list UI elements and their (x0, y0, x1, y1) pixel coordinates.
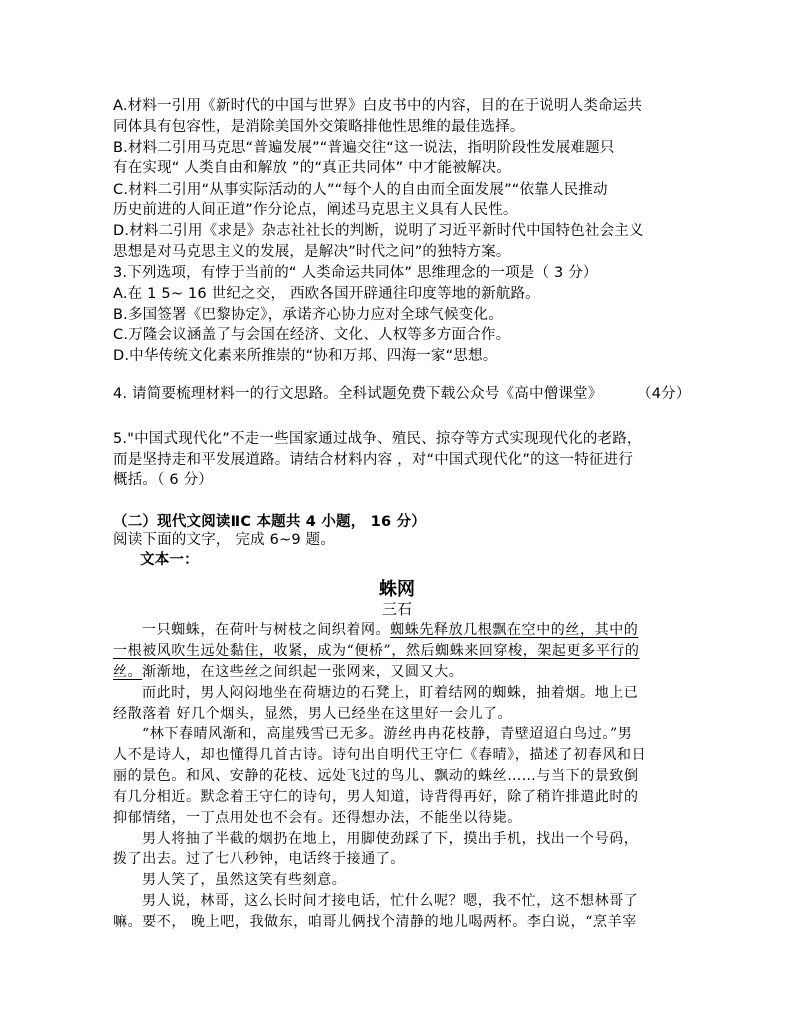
option-d-line1: D.材料二引用《求是》杂志社社长的判断，说明了习近平新时代中国特色社会主义 (113, 223, 644, 239)
section-instruction: 阅读下面的文字， 完成 6~9 题。 (113, 532, 336, 548)
option-c-line2: 历史前进的人间正道”作分论点，阐述马克思主义具有人民性。 (113, 202, 518, 218)
question-3-option-c: C.万隆会议涵盖了与会国在经济、文化、人权等多方面合作。 (113, 327, 511, 343)
story-p1-line1-underlined: 蜘蛛先释放几根飘在空中的丝，其中的 (390, 622, 639, 638)
story-p1-line1 (142, 620, 638, 641)
story-p5: 男人笑了，虽然这笑有些刻意。 (142, 872, 347, 888)
option-d-line2: 思想是对马克思主义的发展，是解决”时代之问”的独特方案。 (113, 244, 511, 260)
story-p3-line2: 人不是诗人，却也懂得几首古诗。诗句出自明代王守仁《春晴》，描述了初春风和日 (113, 747, 647, 763)
story-p4-line2: 拨了出去。过了七八秒钟，电话终于接通了。 (113, 851, 405, 867)
option-a-line2: 同体具有包容性，是消除美国外交策略排他性思维的最佳选择。 (113, 119, 525, 135)
story-title: 蛛网 (379, 579, 415, 600)
text-one-label: 文本一： (140, 552, 199, 568)
story-p3-line1: “林下春晴风渐和，高崖残雪已无多。游丝冉冉花枝静，青壁迢迢白鸟过。”男 (142, 726, 633, 742)
story-p6-line2: 嘛。要不， 晚上吧，我做东，咱哥儿俩找个清静的地儿喝两杯。李白说，“烹羊宰 (113, 914, 637, 930)
question-5-line1: 5."中国式现代化”不走一些国家通过战争、殖民、掠夺等方式实现现代化的老路， (113, 431, 642, 447)
question-5-line3: 概括。（ 6 分） (113, 472, 213, 488)
story-p1-line2: 一根被风吹生远处黏住，收紧，成为“便桥”，然后蜘蛛来回穿梭，架起更多平行的 (113, 643, 640, 659)
story-p1-line1-plain: 一只蜘蛛，在荷叶与树枝之间织着网。 (142, 622, 391, 638)
story-p1-line3-underlined: 丝。 (113, 664, 143, 680)
question-3-option-b: B.多国签署《巴黎协定》，承诺齐心协力应对全球气候变化。 (113, 307, 503, 323)
option-a-line1: A.材料一引用《新时代的中国与世界》白皮书中的内容，目的在于说明人类命运共 (113, 98, 643, 114)
option-b-line2: 有在实现“ 人类自由和解放 ”的“真正共同体” 中才能被解决。 (113, 160, 512, 176)
story-p1-line3 (113, 662, 463, 683)
story-p3-line3: 丽的景色。和风、安静的花枝、远处飞过的鸟儿、飘动的蛛丝……与当下的景致倒 (113, 768, 639, 784)
question-3-option-d: D.中华传统文化素来所推崇的“协和万邦、四海一家“思想。 (113, 348, 498, 364)
story-p1-line3-plain: 渐渐地，在这些丝之间织起一张网来，又圆又大。 (142, 664, 464, 680)
question-4-points: （4分） (637, 386, 691, 402)
question-3-stem: 3.下列选项，有悖于当前的“ 人类命运共同体” 思维理念的一项是（ 3 分） (113, 265, 598, 281)
story-p3-line4: 有几分相近。默念着王守仁的诗句，男人知道，诗背得再好，除了稍许排遣此时的 (113, 789, 639, 805)
story-p2-line2: 经散落着 好几个烟头，显然，男人已经坐在这里好一会儿了。 (113, 706, 513, 722)
option-c-line1: C.材料二引用“从事实际活动的人”“每个人的自由而全面发展”“依靠人民推动 (113, 182, 608, 198)
story-author: 三石 (381, 600, 412, 618)
option-b-line1: B.材料二引用马克思“普遍发展”“普遍交往“这一说法，指明阶段性发展难题只 (113, 140, 615, 156)
section-heading: （二）现代文阅读ⅡC 本题共 4 小题， 16 分） (113, 514, 426, 530)
question-5-line2: 而是坚持走和平发展道路。请结合材料内容 ，对“中国式现代化”的这一特征进行 (113, 452, 634, 468)
question-4-text: 4. 请简要梳理材料一的行文思路。全科试题免费下载公众号《高中僧课堂》 (113, 386, 603, 402)
story-p4-line1: 男人将抽了半截的烟扔在地上，用脚使劲踩了下，摸出手机，找出一个号码， (142, 831, 639, 847)
story-p3-line5: 抑郁情绪，一丁点用处也不会有。还得想办法，不能坐以待毙。 (113, 810, 522, 826)
story-p2-line1: 而此时，男人闷闷地坐在荷塘边的石凳上，盯着结网的蜘蛛，抽着烟。地上已 (142, 685, 639, 701)
question-3-option-a: A.在 1 5~ 16 世纪之交， 西欧各国开辟通往印度等地的新航路。 (113, 286, 540, 302)
story-p6-line1: 男人说，林哥，这么长时间才接电话，忙什么呢？嗯，我不忙，这不想林哥了 (142, 893, 639, 909)
